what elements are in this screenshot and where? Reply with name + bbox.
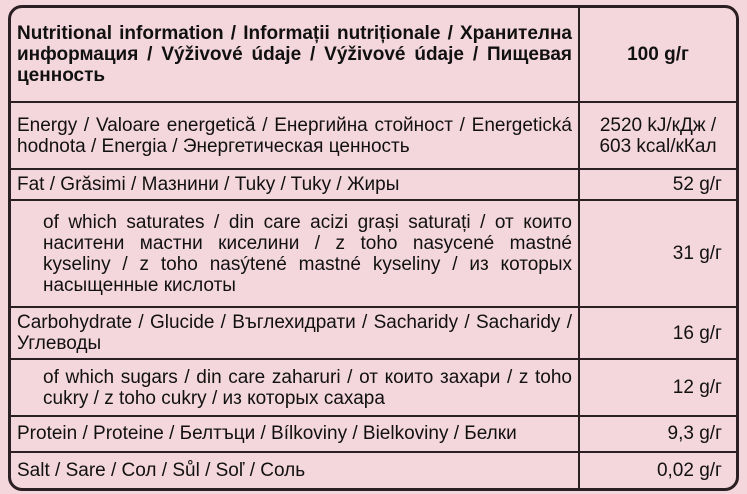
energy-value <box>579 102 736 169</box>
energy-kcal: 603 kcal/кКал <box>599 135 717 157</box>
saturates-label: of which saturates / din care acizi grași saturați / от които наситени мастни киселини / z toho nasycené mastné kyseliny / z toho nasýtené mastné kyseliny / из которых насыщенные кислоты <box>11 200 579 306</box>
header-value: 100 g/г <box>579 8 736 102</box>
table-header-row <box>11 8 736 102</box>
fat-value: 52 g/г <box>579 169 736 200</box>
row-salt <box>11 452 736 488</box>
fat-label: Fat / Grăsimi / Мазнини / Tuky / Tuky / Жиры <box>11 169 579 200</box>
saturates-value: 31 g/г <box>579 200 736 306</box>
nutrition-table <box>11 8 736 488</box>
protein-value: 9,3 g/г <box>579 416 736 451</box>
carbohydrate-value: 16 g/г <box>579 307 736 360</box>
row-fat <box>11 169 736 200</box>
energy-kj: 2520 kJ/кДж / <box>599 114 717 136</box>
row-protein <box>11 416 736 451</box>
protein-label: Protein / Proteine / Белтъци / Bílkoviny / Bielkoviny / Белки <box>11 416 579 451</box>
header-label: Nutritional information / Informații nutriționale / Хранителна информация / Výživové údaje / Výživové údaje / Пищевая ценность <box>11 8 579 102</box>
salt-value: 0,02 g/г <box>579 452 736 488</box>
sugars-value: 12 g/г <box>579 359 736 416</box>
sugars-label: of which sugars / din care zaharuri / от които захари / z toho cukry / z toho cukry / из которых сахара <box>11 359 579 416</box>
carbohydrate-label: Carbohydrate / Glucide / Въглехидрати / Sacharidy / Sacharidy / Углеводы <box>11 307 579 360</box>
row-saturates <box>11 200 736 306</box>
row-carbohydrate <box>11 307 736 360</box>
row-energy <box>11 102 736 169</box>
nutrition-table-frame <box>8 5 739 491</box>
salt-label: Salt / Sare / Сол / Sůl / Soľ / Соль <box>11 452 579 488</box>
row-sugars <box>11 359 736 416</box>
energy-label: Energy / Valoare energetică / Енергийна стойност / Energetická hodnota / Energia / Энергетическая ценность <box>11 102 579 169</box>
